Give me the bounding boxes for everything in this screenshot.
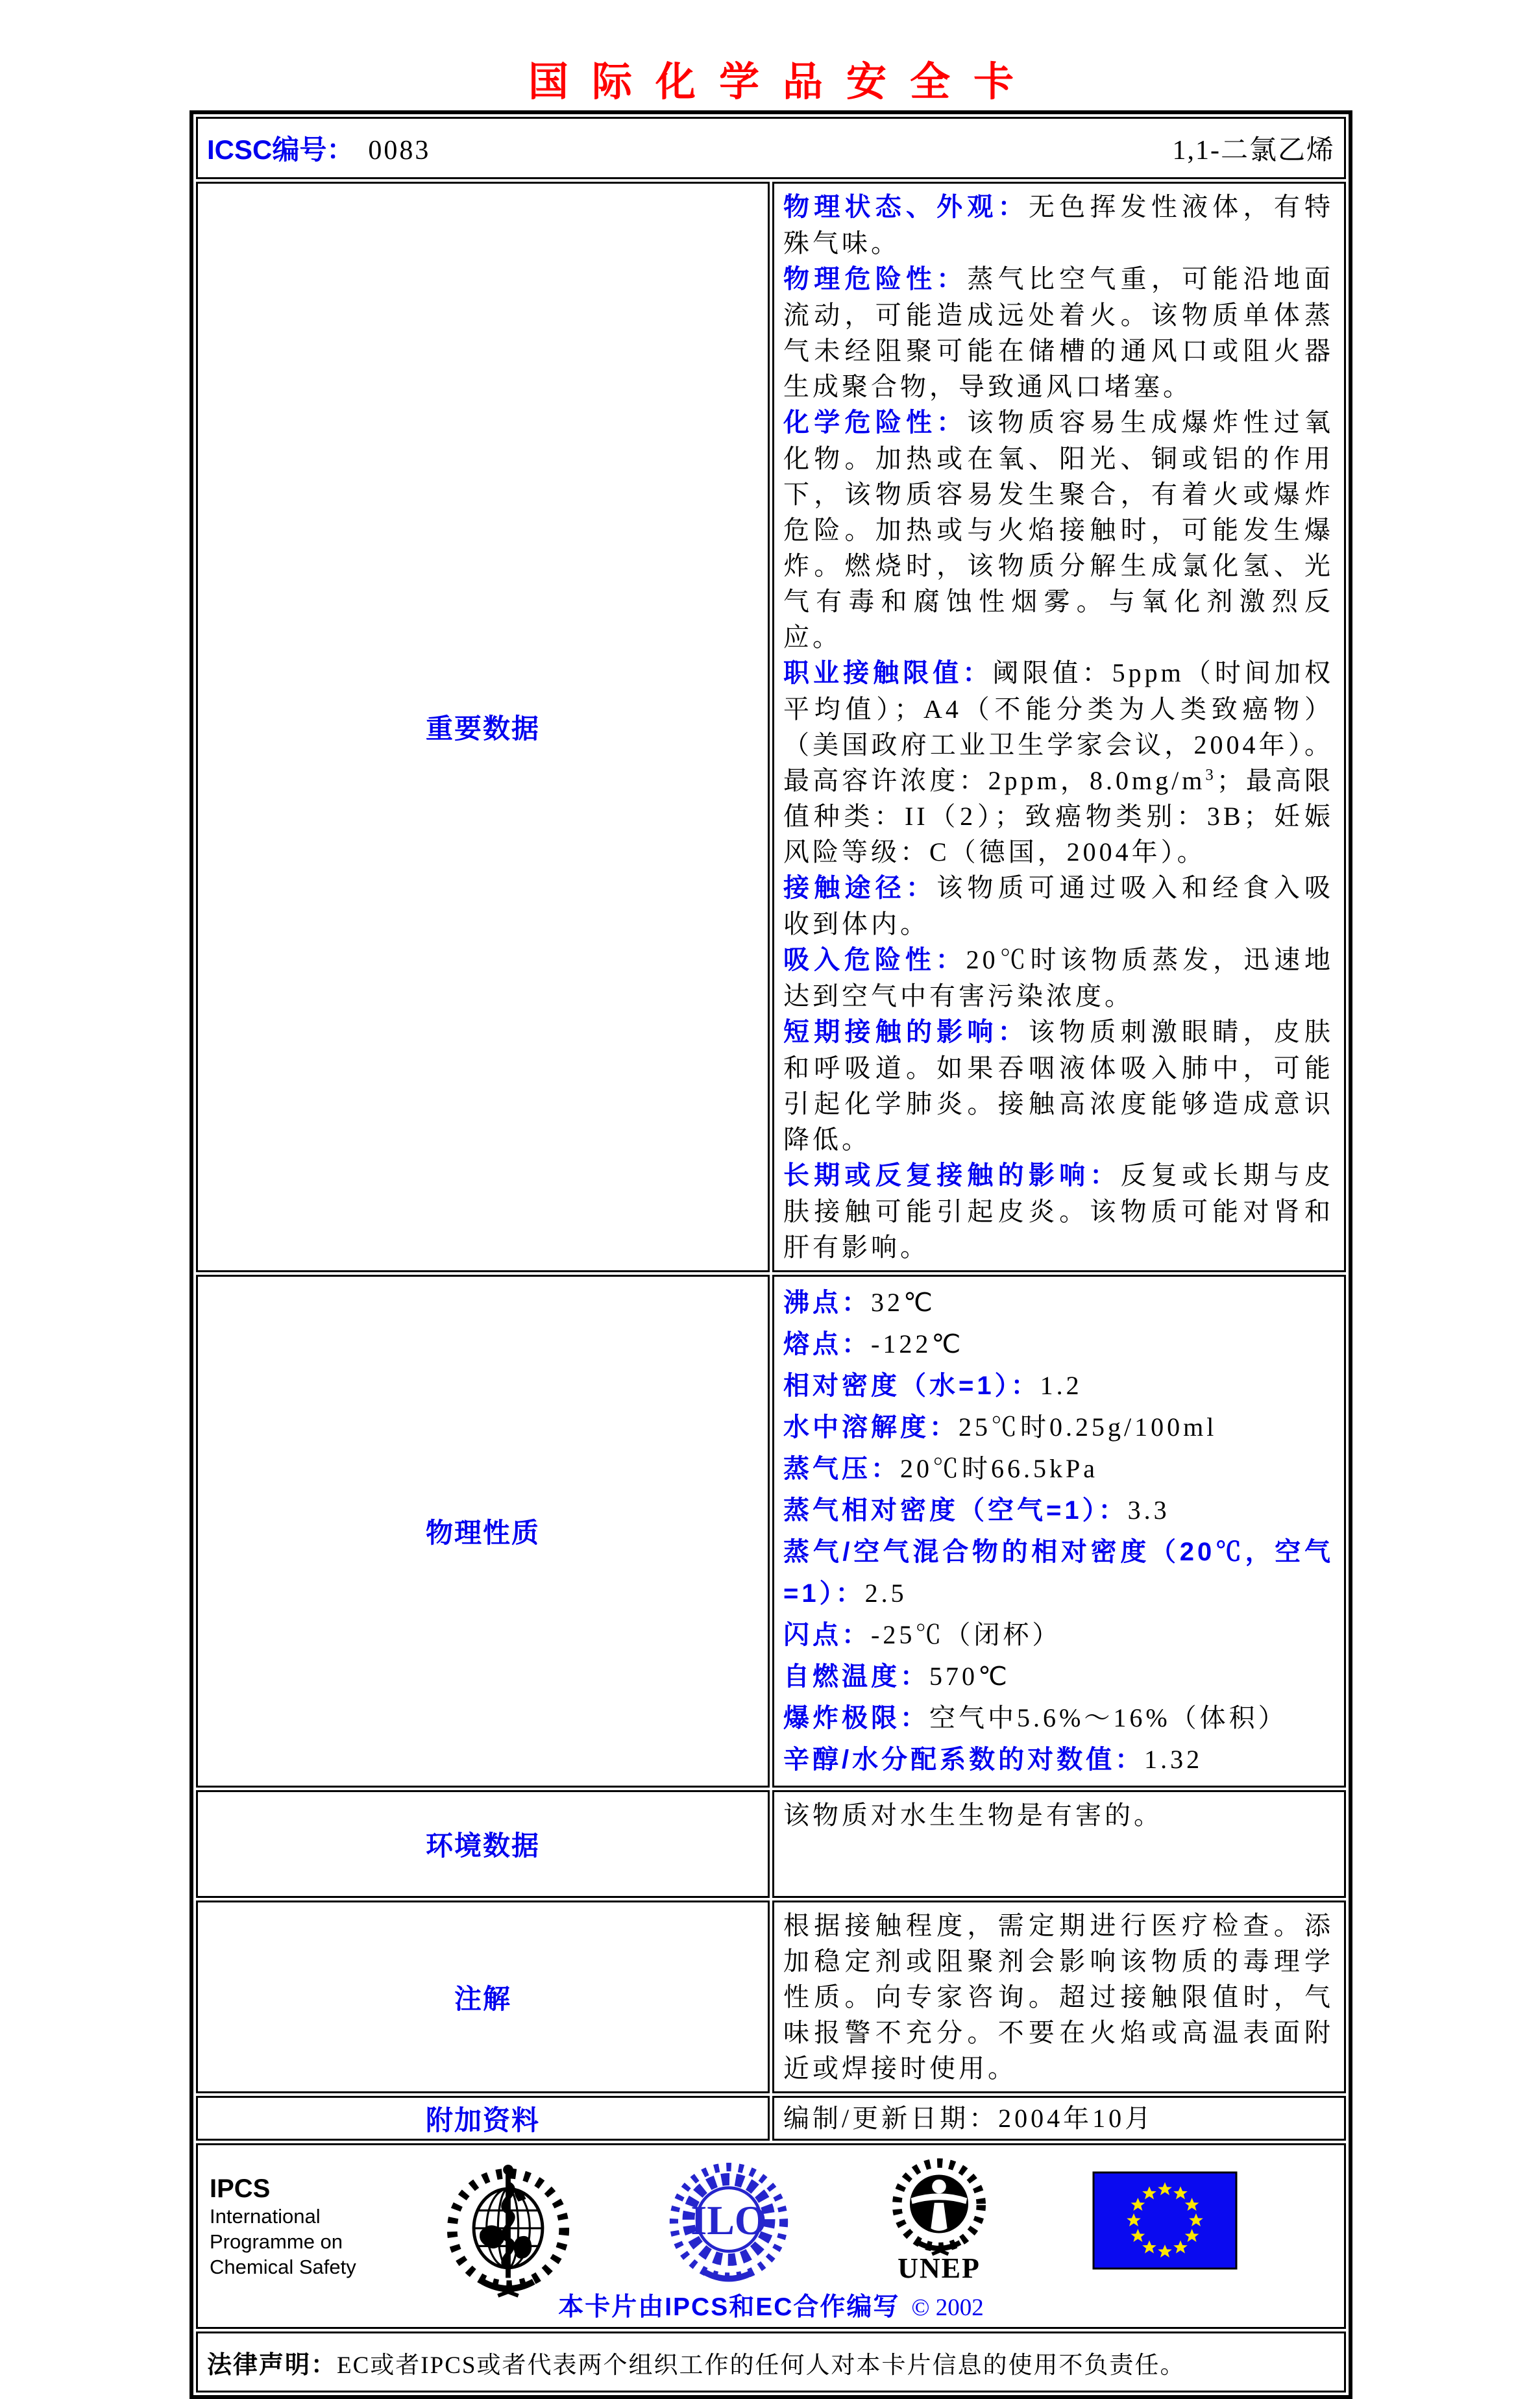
property-line: [783, 1697, 1334, 1739]
important-data-content: [772, 182, 1346, 1272]
card-table: [189, 110, 1352, 2399]
property-label: 水中溶解度：: [783, 1413, 959, 1442]
property-label: 辛醇/水分配系数的对数值：: [783, 1745, 1145, 1774]
icsc-number-value: 0083: [368, 136, 431, 166]
header-row: [196, 117, 1346, 179]
property-line: [783, 1323, 1334, 1365]
legal-text: EC或者IPCS或者代表两个组织工作的任何人对本卡片信息的使用不负责任。: [337, 2352, 1186, 2379]
entry-text: 阈限值：5ppm（时间加权平均值）；A4（不能分类为人类致癌物）（美国政府工业卫生学家会议，2004年）。最高容许浓度：2ppm，8.0mg/m: [783, 658, 1334, 795]
property-value: 1.2: [1040, 1371, 1082, 1400]
physical-properties-content: [772, 1275, 1346, 1788]
ipcs-line: International: [210, 2205, 321, 2228]
card-caption: [204, 2287, 1338, 2323]
property-label: 蒸气压：: [783, 1455, 900, 1483]
copyright: © 2002: [911, 2294, 984, 2321]
icsc-number-group: [207, 129, 430, 167]
property-line: [783, 1739, 1334, 1780]
entry: [783, 1014, 1334, 1157]
property-line: [783, 1407, 1334, 1448]
property-label: 熔点：: [783, 1330, 871, 1359]
property-label: 闪点：: [783, 1621, 871, 1649]
eu-flag-icon: [1094, 2172, 1236, 2269]
chemical-name: 1,1-二氯乙烯: [1172, 136, 1335, 166]
ipcs-line: Programme on: [210, 2230, 343, 2253]
property-value: -122℃: [871, 1329, 964, 1359]
environmental-data-row: [196, 1790, 1346, 1898]
header-cell: [196, 117, 1346, 179]
property-value: 3.3: [1127, 1495, 1170, 1525]
ipcs-title: IPCS: [210, 2174, 271, 2203]
property-label: 蒸气相对密度（空气=1）：: [783, 1496, 1128, 1525]
entry-label: 短期接触的影响：: [783, 1018, 1029, 1046]
property-value: -25℃（闭杯）: [871, 1620, 1062, 1649]
entry-label: 化学危险性：: [783, 408, 968, 437]
legal-row: [196, 2331, 1346, 2393]
property-value: 1.32: [1144, 1745, 1203, 1774]
entry-label: 长期或反复接触的影响：: [783, 1161, 1121, 1190]
environmental-data-content: 该物质对水生生物是有害的。: [772, 1790, 1346, 1898]
entry-label: 职业接触限值：: [783, 659, 993, 687]
property-line: [783, 1448, 1334, 1490]
property-line: [783, 1531, 1334, 1614]
property-line: [783, 1490, 1334, 1531]
property-label: 沸点：: [783, 1288, 871, 1317]
ilo-icon: [668, 2158, 790, 2291]
entry-label: 物理状态、外观：: [783, 193, 1029, 221]
important-data-row: [196, 182, 1346, 1272]
page-title: 国际化学品安全卡: [528, 60, 1037, 105]
notes-row: [196, 1901, 1346, 2093]
property-label: 自燃温度：: [783, 1662, 929, 1691]
svg-text:ILO: ILO: [691, 2197, 767, 2244]
row-label-additional-info: 附加资料: [196, 2096, 770, 2141]
ipcs-wordmark: [204, 2174, 394, 2280]
property-label: 爆炸极限：: [783, 1704, 929, 1732]
entry-text: 反复或长期与皮肤接触可能引起皮炎。该物质可能对肾和肝有影响。: [783, 1161, 1334, 1262]
entry-label: 接触途径：: [783, 874, 937, 902]
additional-info-content: 编制/更新日期：2004年10月: [772, 2096, 1346, 2141]
entry-label: 物理危险性：: [783, 265, 968, 293]
icsc-number-label: ICSC编号：: [207, 134, 354, 165]
entry-text: 蒸气比空气重，可能沿地面流动，可能造成远处着火。该物质单体蒸气未经阻聚可能在储槽的通风口或阻火器生成聚合物，导致通风口堵塞。: [783, 264, 1334, 401]
who-icon: [445, 2153, 572, 2300]
physical-properties-row: [196, 1275, 1346, 1788]
logos-row: [196, 2143, 1346, 2329]
property-value: 空气中5.6%～16%（体积）: [929, 1703, 1288, 1732]
property-value: 570℃: [929, 1662, 1010, 1691]
logos-cell: [196, 2143, 1346, 2329]
entry-label: 吸入危险性：: [783, 946, 966, 974]
entry-text: 该物质容易生成爆炸性过氧化物。加热或在氧、阳光、铜或铝的作用下，该物质容易发生聚合，有着火或爆炸危险。加热或与火焰接触时，可能发生爆炸。燃烧时，该物质分解生成氯化氢、光气有毒和腐蚀性烟雾。与氧化剂激烈反应。: [783, 408, 1334, 652]
property-line: [783, 1365, 1334, 1407]
caption-text: 本卡片由IPCS和EC合作编写: [558, 2293, 900, 2321]
unep-icon: [881, 2158, 997, 2283]
property-line: [783, 1656, 1334, 1697]
entry-text: 该物质刺激眼睛，皮肤和呼吸道。如果吞咽液体吸入肺中，可能引起化学肺炎。接触高浓度能够造成意识降低。: [783, 1017, 1334, 1154]
property-value: 32℃: [871, 1288, 936, 1317]
entry-text: 该物质可通过吸入和经食入吸收到体内。: [783, 873, 1334, 939]
property-value: 2.5: [864, 1579, 907, 1608]
row-label-important-data: 重要数据: [196, 182, 770, 1272]
entry: [783, 404, 1334, 655]
entry-text: ；最高限值种类：II（2）；致癌物类别：3B；妊娠风险等级：C（德国，2004年）。: [783, 766, 1334, 867]
additional-info-row: [196, 2096, 1346, 2141]
row-label-notes: 注解: [196, 1901, 770, 2093]
legal-cell: [196, 2331, 1346, 2393]
row-label-physical-properties: 物理性质: [196, 1275, 770, 1788]
entry: [783, 655, 1334, 870]
superscript: 3: [1205, 766, 1217, 784]
entry: [783, 870, 1334, 942]
entry: [783, 1157, 1334, 1265]
property-line: [783, 1282, 1334, 1323]
ipcs-line: Chemical Safety: [210, 2256, 356, 2278]
entry: [783, 261, 1334, 404]
property-label: 蒸气/空气混合物的相对密度（20℃，空气=1）：: [783, 1538, 1334, 1608]
entry-text: 无色挥发性液体，有特殊气味。: [783, 192, 1334, 258]
property-value: 25℃时0.25g/100ml: [959, 1412, 1217, 1442]
property-line: [783, 1614, 1334, 1656]
unep-wordmark: UNEP: [898, 2252, 981, 2284]
legal-label: 法律声明：: [207, 2351, 337, 2379]
row-label-environmental-data: 环境数据: [196, 1790, 770, 1898]
entry: [783, 942, 1334, 1014]
entry: [783, 189, 1334, 261]
property-label: 相对密度（水=1）：: [783, 1372, 1040, 1400]
notes-content: 根据接触程度，需定期进行医疗检查。添加稳定剂或阻聚剂会影响该物质的毒理学性质。向专家咨询。超过接触限值时，气味报警不充分。不要在火焰或高温表面附近或焊接时使用。: [772, 1901, 1346, 2093]
property-value: 20℃时66.5kPa: [900, 1454, 1098, 1483]
entry-text: 20℃时该物质蒸发，迅速地达到空气中有害污染浓度。: [783, 945, 1334, 1011]
